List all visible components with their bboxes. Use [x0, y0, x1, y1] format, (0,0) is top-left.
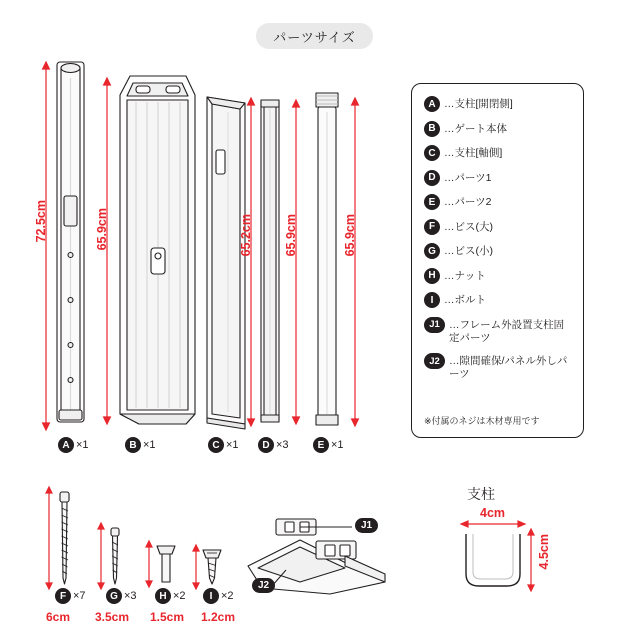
dimension-b: 65.9cm: [95, 208, 109, 251]
legend-badge-d: D: [424, 170, 440, 186]
legend-label-e: …パーツ2: [444, 196, 492, 208]
bracket-tag-j1: J1: [355, 518, 378, 533]
part-label-c: [208, 437, 239, 453]
hardware-length-h: 1.5cm: [150, 610, 185, 624]
hardware-qty-h: ×2: [173, 590, 186, 602]
part-qty-d: ×3: [276, 439, 289, 451]
hardware-length-i: 1.2cm: [201, 610, 236, 624]
legend-label-h: …ナット: [444, 269, 486, 282]
dimension-a: 72.5cm: [34, 200, 48, 243]
hardware-badge-h: H: [155, 588, 171, 604]
hardware-label-i: [203, 588, 234, 604]
part-badge-c: C: [208, 437, 224, 453]
legend-badge-c: C: [424, 145, 440, 161]
hardware-badge-i: I: [203, 588, 219, 604]
legend-label-g: …ビス(小): [444, 245, 493, 257]
legend-label-a: …支柱[開閉側]: [444, 98, 513, 110]
hardware-qty-g: ×3: [124, 590, 137, 602]
legend-label-j2: …隙間確保/パネル外しパーツ: [449, 355, 568, 380]
legend-badge-g: G: [424, 243, 440, 259]
legend-label-i: …ボルト: [444, 294, 486, 306]
legend-badge-j2: J2: [424, 353, 445, 369]
legend-label-c: …支柱[軸側]: [444, 147, 503, 159]
legend-label-d: …パーツ1: [444, 171, 492, 184]
page-title: パーツサイズ: [256, 23, 373, 49]
part-badge-a: A: [58, 437, 74, 453]
hardware-label-f: [55, 588, 86, 604]
part-label-a: [58, 437, 89, 453]
hardware-qty-f: ×7: [73, 590, 86, 602]
post-title: 支柱: [467, 486, 495, 502]
part-label-d: [258, 437, 289, 453]
bracket-tag-j2: J2: [252, 578, 275, 593]
part-qty-b: ×1: [143, 439, 156, 451]
post-width: 4cm: [480, 506, 506, 520]
legend-note: ※付属のネジは木材専用です: [424, 416, 540, 426]
part-label-e: [313, 437, 344, 453]
legend-badge-f: F: [424, 219, 440, 235]
legend-badge-a: A: [424, 96, 440, 112]
hardware-badge-g: G: [106, 588, 122, 604]
part-badge-d: D: [258, 437, 274, 453]
legend-label-b: …ゲート本体: [444, 122, 507, 135]
hardware-length-g: 3.5cm: [95, 610, 130, 624]
dimension-c: 65.2cm: [239, 214, 253, 257]
post-height: 4.5cm: [537, 534, 551, 570]
part-qty-a: ×1: [76, 439, 89, 451]
legend-label-f: …ビス(大): [444, 220, 493, 233]
dimension-d: 65.9cm: [284, 214, 298, 257]
hardware-label-g: [106, 588, 137, 604]
hardware-label-h: [155, 588, 186, 604]
legend-badge-j1: J1: [424, 317, 445, 333]
legend-badge-b: B: [424, 121, 440, 137]
hardware-qty-i: ×2: [221, 590, 234, 602]
part-badge-e: E: [313, 437, 329, 453]
legend-label-j1: …フレーム外設置支柱固定パーツ: [449, 318, 565, 344]
hardware-length-f: 6cm: [46, 610, 71, 624]
part-label-b: [125, 437, 156, 453]
part-qty-c: ×1: [226, 439, 239, 451]
legend-badge-h: H: [424, 268, 440, 284]
legend-badge-i: I: [424, 292, 440, 308]
hardware-badge-f: F: [55, 588, 71, 604]
dimension-e: 65.9cm: [343, 214, 357, 257]
part-badge-b: B: [125, 437, 141, 453]
legend-badge-e: E: [424, 194, 440, 210]
part-qty-e: ×1: [331, 439, 344, 451]
